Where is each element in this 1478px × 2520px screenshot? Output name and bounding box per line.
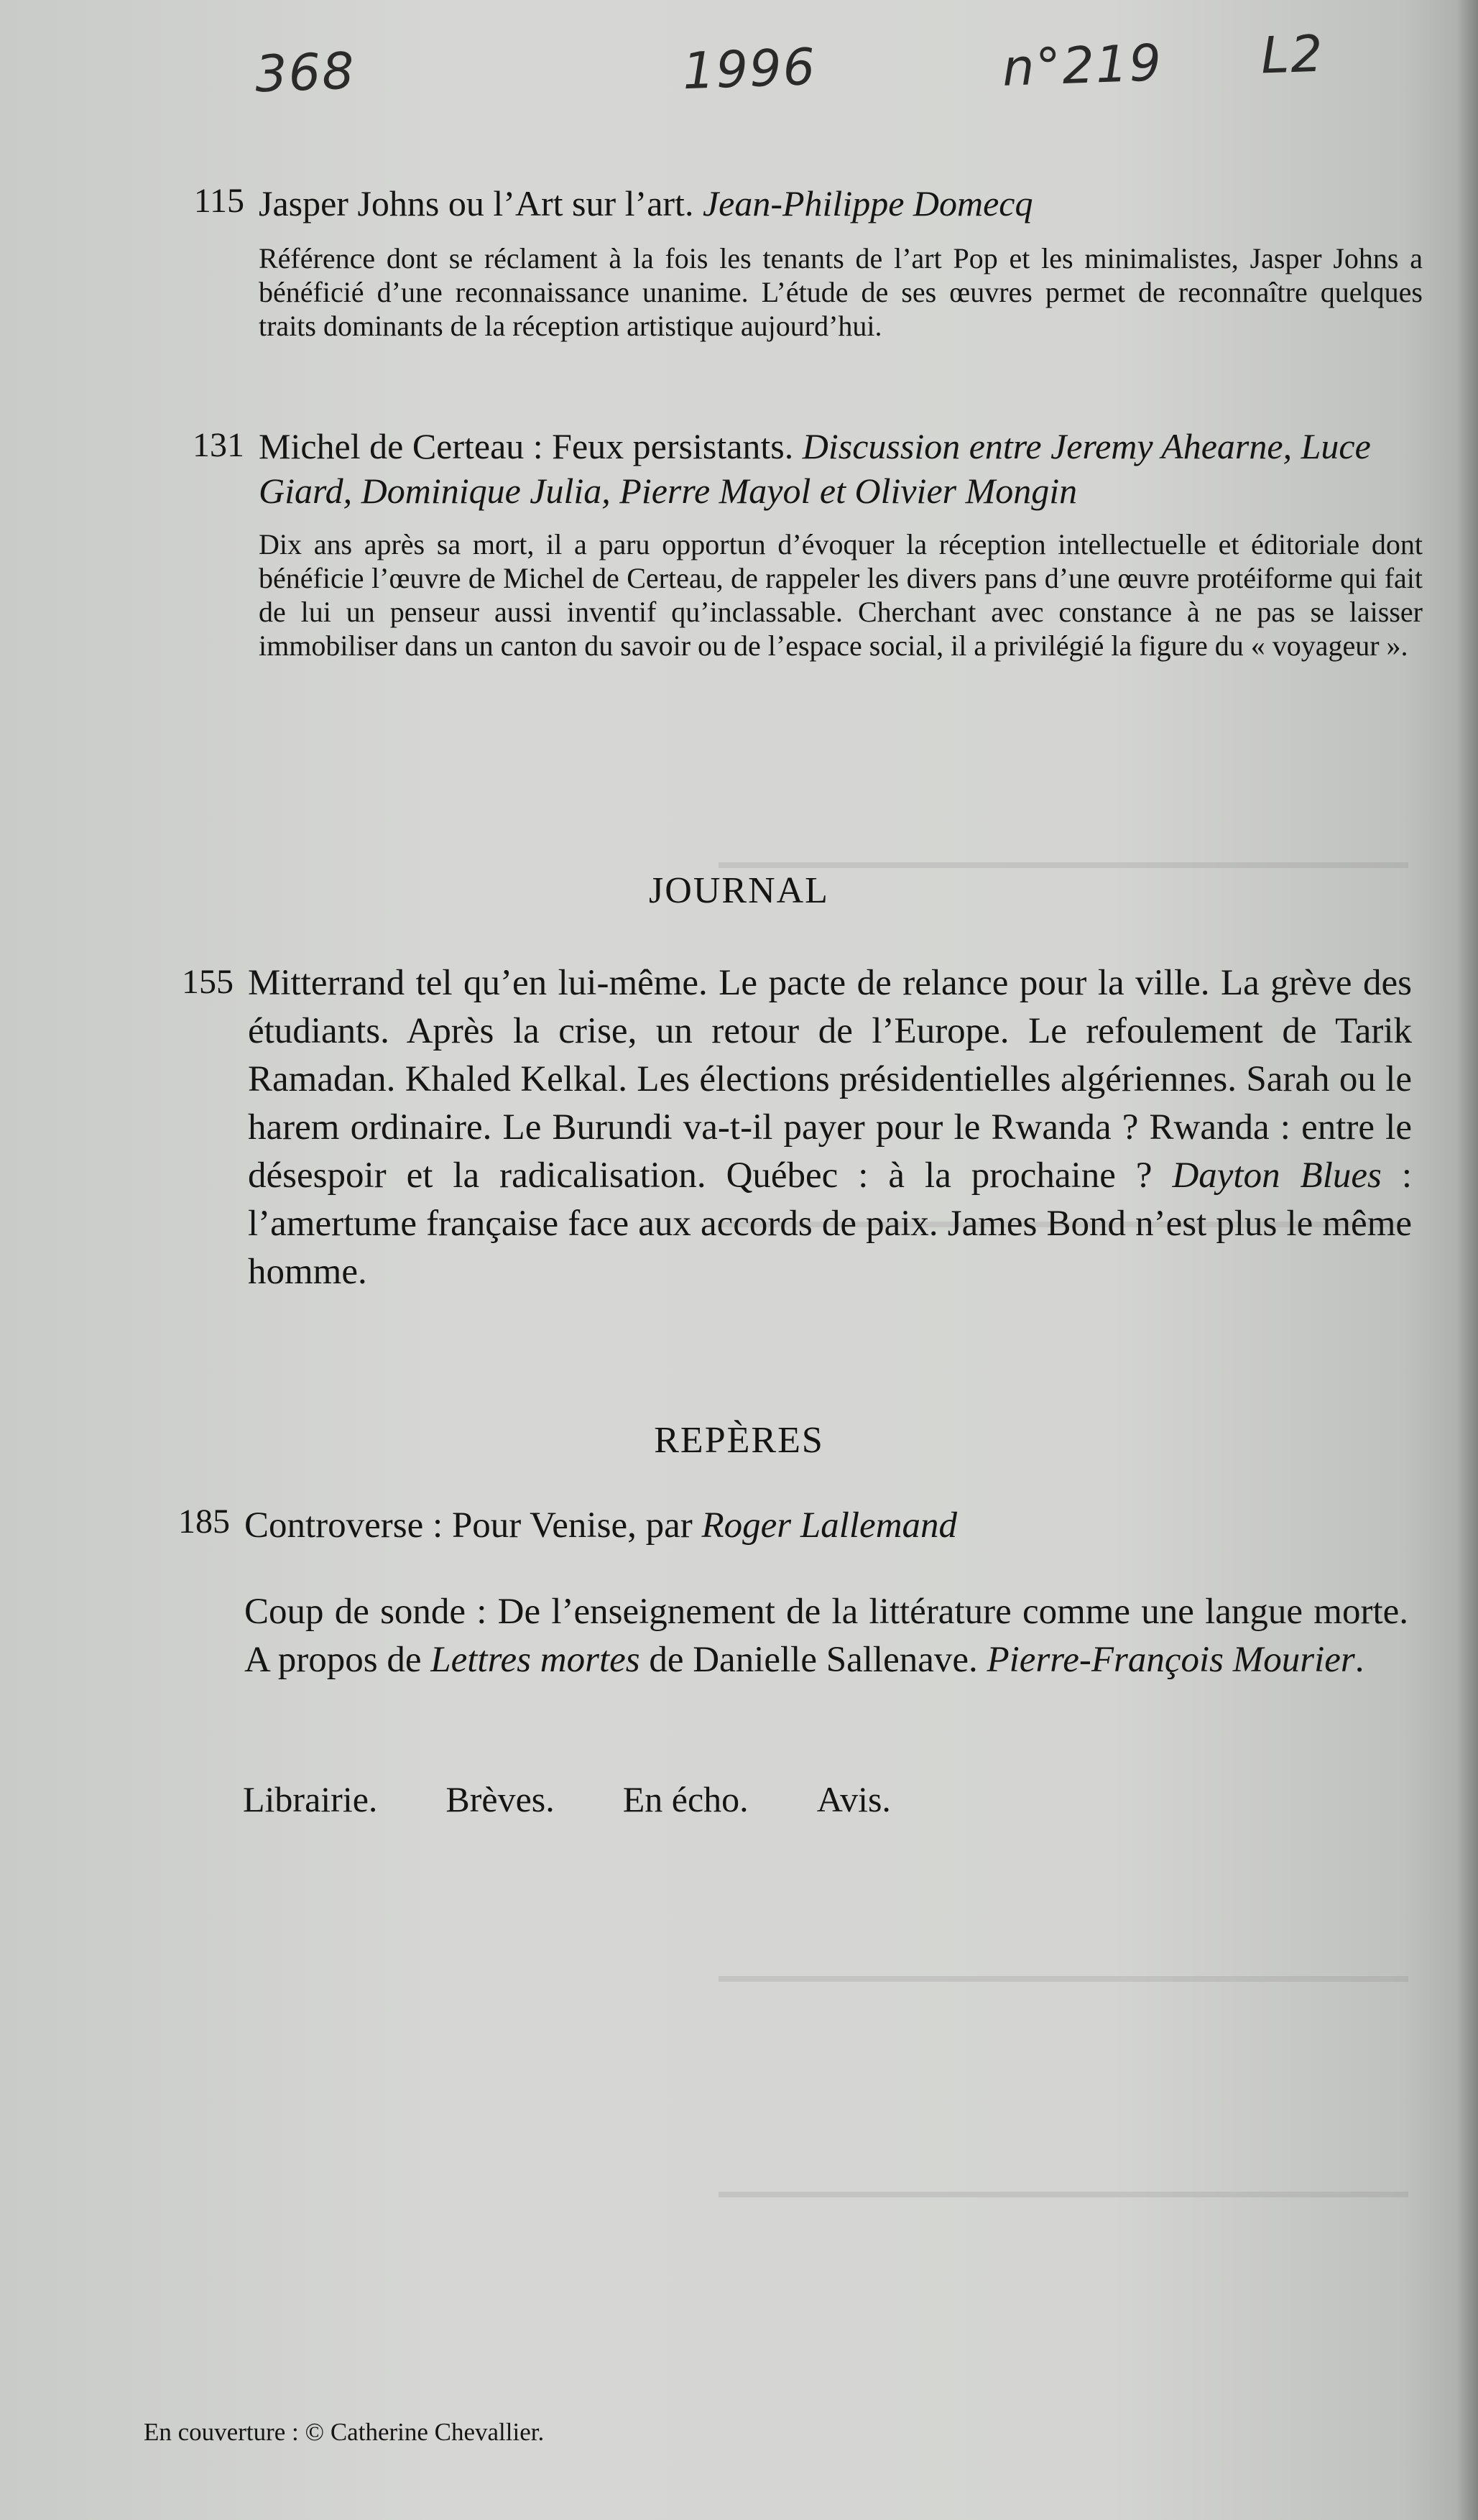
- sonde-book: Lettres mortes: [430, 1640, 640, 1680]
- page-number: 131: [193, 426, 244, 464]
- toc-entry: [193, 180, 1423, 343]
- rubrics-row: [243, 1778, 891, 1820]
- journal-text-part: : l’amertume française face aux accords de paix. James Bond n’est plus le même homme.: [248, 1155, 1412, 1292]
- rubric-breves: Brèves.: [445, 1779, 555, 1819]
- page-number: 115: [193, 182, 244, 220]
- entry-summary: Référence dont se réclament à la fois les tenants de l’art Pop et les minimalistes, Jasper Johns a bénéficié d’une reconnaissance unanime. L’étude de ses œuvres permet de reconnaître quelques traits dominants de la réception artistique aujourd’hui.: [259, 242, 1423, 342]
- entry-title-text: Jasper Johns ou l’Art sur l’art.: [259, 183, 703, 223]
- entry-title-text: Michel de Certeau : Feux persistants.: [259, 426, 803, 466]
- controverse-title: Controverse : Pour Venise, par: [244, 1505, 702, 1546]
- toc-entry: [193, 424, 1423, 663]
- show-through: [719, 862, 1408, 868]
- handwritten-initials: L2: [1260, 24, 1325, 86]
- entry-author: Discussion entre Jeremy Ahearne, Luce Giard, Dominique Julia, Pierre Mayol et Olivier Mongin: [259, 426, 1371, 511]
- entry-title: [259, 180, 1423, 227]
- controverse-text: [244, 1502, 1408, 1550]
- rubric-en-echo: En écho.: [622, 1779, 749, 1819]
- journal-text-part: Mitterrand tel qu’en lui-même. Le pacte de relance pour la ville. La grève des étudiants. Après la crise, un retour de l’Europe. Le refoulement de Tarik Ramadan. Khaled Kelkal. Les élections présidentielles algériennes. Sarah ou le harem ordinaire. Le Burundi va-t-il payer pour le Rwanda ? Rwanda : entre le désespoir et la radicalisation. Québec : à la prochaine ?: [248, 963, 1412, 1196]
- entry-summary: Dix ans après sa mort, il a paru opportun d’évoquer la réception intellectuelle et éditoriale dont bénéficie l’œuvre de Michel de Certeau, de rappeler les divers pans d’une œuvre protéiforme qui fait de lui un penseur aussi inventif qu’inclassable. Cherchant avec constance à ne pas se laisser immobiliser dans un canton du savoir ou de l’espace social, il a privilégié la figure du « voyageur ».: [259, 528, 1423, 662]
- sonde-text-end: .: [1354, 1640, 1364, 1680]
- show-through: [719, 1976, 1408, 1982]
- page-number: 185: [178, 1503, 230, 1541]
- rubric-librairie: Librairie.: [243, 1779, 378, 1819]
- sonde-text: [244, 1588, 1408, 1684]
- show-through: [719, 2192, 1408, 2197]
- section-heading-reperes: REPÈRES: [654, 1420, 824, 1461]
- journal-entry: [182, 959, 1412, 1296]
- page-edge-shadow: [1456, 0, 1478, 2520]
- rubric-avis: Avis.: [816, 1779, 891, 1819]
- entry-title: [259, 424, 1423, 513]
- page-number: 155: [182, 963, 234, 1001]
- section-heading-journal: JOURNAL: [649, 870, 829, 911]
- handwritten-issue: n°219: [1001, 33, 1164, 98]
- handwritten-page-number: 368: [254, 41, 356, 104]
- handwritten-year: 1996: [681, 37, 818, 101]
- journal-italic: Dayton Blues: [1172, 1155, 1382, 1196]
- controverse-author: Roger Lallemand: [701, 1505, 958, 1546]
- sonde-text-part: de Danielle Sallenave.: [639, 1640, 987, 1680]
- reperes-controverse: [178, 1502, 1408, 1550]
- journal-text: [248, 959, 1412, 1296]
- sonde-author: Pierre-François Mourier: [987, 1640, 1355, 1680]
- sonde-title: Coup de sonde : De l’enseignement de la littérature comme une langue morte. A propos de: [244, 1592, 1408, 1680]
- cover-credit: En couverture : © Catherine Chevallier.: [144, 2418, 545, 2446]
- reperes-sonde: [244, 1588, 1408, 1684]
- entry-author: Jean-Philippe Domecq: [702, 183, 1033, 223]
